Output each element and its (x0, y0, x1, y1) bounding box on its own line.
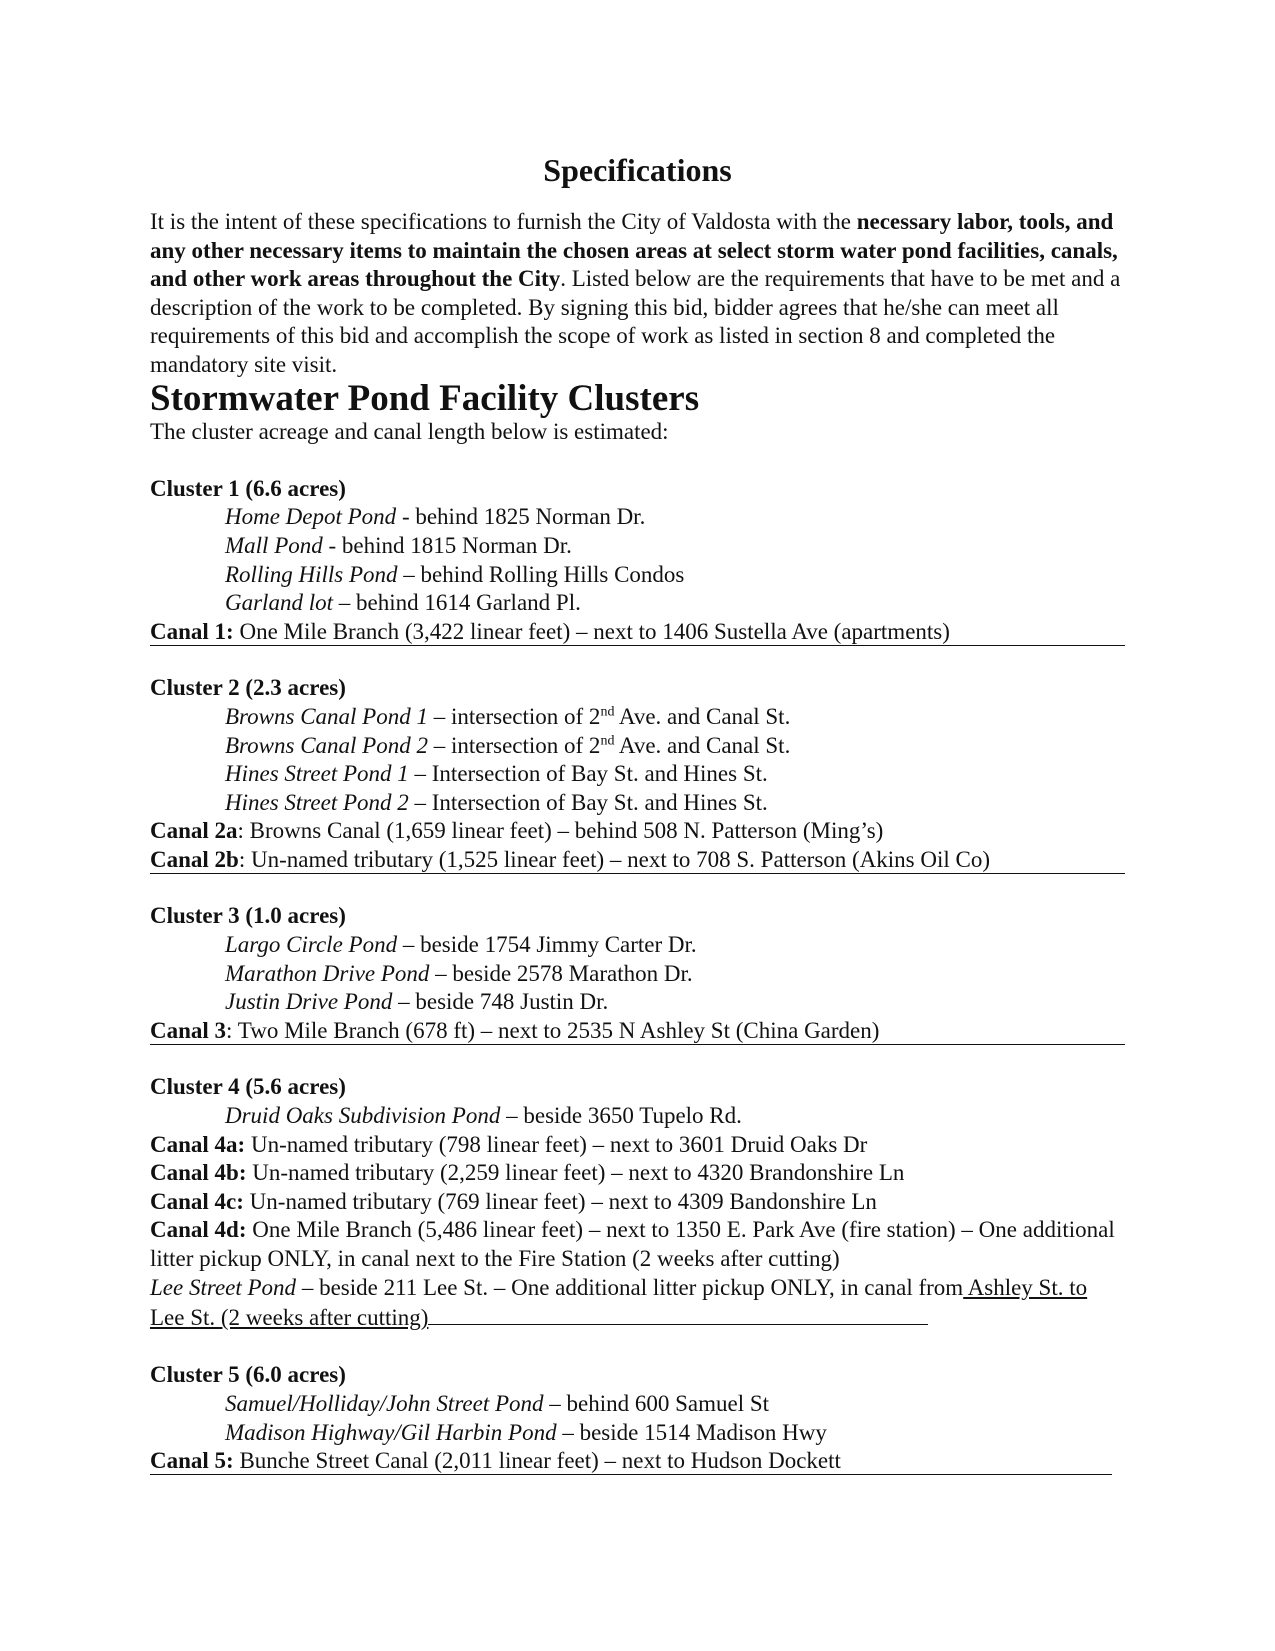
canal-desc: One Mile Branch (5,486 linear feet) – next to 1350 E. Park Ave (fire station) – One additional litter pickup ONLY, in canal next to the Fire Station (2 weeks after cutting) (150, 1217, 1115, 1271)
pond-name: Madison Highway/Gil Harbin Pond (225, 1419, 557, 1445)
pond-item (150, 532, 1125, 561)
pond-name: Browns Canal Pond 2 (225, 732, 428, 758)
document-page (150, 150, 1125, 1504)
canal-desc: Un-named tributary (2,259 linear feet) – next to 4320 Brandonshire Ln (246, 1160, 905, 1186)
canal-label: Canal 4a: (150, 1131, 246, 1157)
canal-desc: Un-named tributary (769 linear feet) – next to 4309 Bandonshire Ln (243, 1188, 877, 1214)
pond-desc: – beside 1514 Madison Hwy (556, 1419, 827, 1445)
pond-desc: – beside 3650 Tupelo Rd. (500, 1103, 742, 1129)
pond-name: Hines Street Pond 1 (225, 761, 409, 787)
canal-label: Canal 1: (150, 618, 234, 644)
pond-name: Justin Drive Pond (225, 989, 393, 1015)
canal-desc: One Mile Branch (3,422 linear feet) – next to 1406 Sustella Ave (apartments) (233, 618, 950, 644)
canal-line (150, 846, 1125, 874)
cluster-heading: Cluster 1 (6.6 acres) (150, 475, 346, 501)
pond-name: Samuel/Holliday/John Street Pond (225, 1390, 544, 1416)
pond-desc: – Intersection of Bay St. and Hines St. (408, 761, 768, 787)
cluster-3 (150, 902, 1125, 1044)
pond-name: Largo Circle Pond (225, 932, 398, 958)
canal-line (150, 1447, 1112, 1475)
pond-desc-underlined: Ashley St. to Lee St. (2 weeks after cutting) (150, 1274, 1088, 1331)
canal-label: Canal 3 (150, 1017, 227, 1043)
pond-name: Hines Street Pond 2 (225, 789, 409, 815)
cluster-heading: Cluster 3 (1.0 acres) (150, 903, 346, 929)
pond-name: Marathon Drive Pond (225, 960, 430, 986)
pond-item (150, 988, 1125, 1017)
ordinal-suffix: nd (600, 704, 615, 720)
pond-item (150, 589, 1125, 618)
cluster-1 (150, 475, 1125, 646)
intro-text-rest: . Listed below are the requirements that have to be met and a description of the work to be completed. By signing this bid, bidder agrees that he/she can meet all requirements of this bid and accomplish the scope of work as listed in section 8 and completed the mandatory site visit. (150, 266, 1121, 377)
pond-item (150, 1390, 1125, 1419)
cluster-heading: Cluster 4 (5.6 acres) (150, 1074, 346, 1100)
cluster-4 (150, 1073, 1125, 1332)
pond-desc: – beside 2578 Marathon Dr. (429, 960, 693, 986)
pond-desc: – Intersection of Bay St. and Hines St. (408, 789, 768, 815)
canal-line (150, 817, 1125, 846)
estimate-note: The cluster acreage and canal length below is estimated: (150, 418, 669, 444)
pond-desc: – behind 600 Samuel St (543, 1390, 770, 1416)
pond-desc: – intersection of 2 (427, 703, 601, 729)
ordinal-suffix: nd (600, 732, 615, 748)
pond-name: Mall Pond (225, 532, 323, 558)
section-heading: Stormwater Pond Facility Clusters (150, 377, 700, 419)
pond-name: Druid Oaks Subdivision Pond (225, 1103, 501, 1129)
pond-desc: - behind 1815 Norman Dr. (322, 532, 572, 558)
canal-line (150, 1131, 1125, 1160)
pond-item (150, 703, 1125, 732)
canal-line (150, 1159, 1125, 1188)
pond-name: Lee Street Pond (150, 1274, 297, 1300)
canal-desc: Un-named tributary (798 linear feet) – next to 3601 Druid Oaks Dr (245, 1131, 868, 1157)
canal-label: Canal 2b (150, 846, 239, 872)
pond-desc: - behind 1825 Norman Dr. (396, 504, 646, 530)
canal-label: Canal 4c: (150, 1188, 244, 1214)
pond-item (150, 789, 1125, 818)
pond-desc-end: Ave. and Canal St. (614, 732, 791, 758)
cluster-2 (150, 674, 1125, 874)
pond-item (150, 960, 1125, 989)
pond-desc-end: Ave. and Canal St. (614, 703, 791, 729)
canal-line (150, 618, 1125, 646)
pond-name: Home Depot Pond (225, 504, 397, 530)
pond-item (150, 561, 1125, 590)
page-title: Specifications (543, 152, 732, 188)
pond-item (150, 732, 1125, 761)
pond-item (150, 760, 1125, 789)
cluster-heading: Cluster 5 (6.0 acres) (150, 1362, 346, 1388)
underline-rule (428, 1302, 928, 1325)
canal-label: Canal 4b: (150, 1160, 247, 1186)
intro-text-start: It is the intent of these specifications to furnish the City of Valdosta with the (150, 209, 857, 234)
pond-name: Rolling Hills Pond (225, 561, 398, 587)
canal-desc: : Browns Canal (1,659 linear feet) – behind 508 N. Patterson (Ming’s) (237, 818, 884, 844)
pond-item (150, 1419, 1125, 1448)
canal-desc: : Un-named tributary (1,525 linear feet) – next to 708 S. Patterson (Akins Oil Co) (238, 846, 991, 872)
cluster-heading: Cluster 2 (2.3 acres) (150, 675, 346, 701)
pond-desc: – intersection of 2 (427, 732, 601, 758)
canal-desc: : Two Mile Branch (678 ft) – next to 2535 N Ashley St (China Garden) (226, 1017, 880, 1043)
pond-desc: – beside 748 Justin Dr. (392, 989, 609, 1015)
intro-paragraph (150, 208, 1125, 380)
pond-item (150, 503, 1125, 532)
canal-desc: Bunche Street Canal (2,011 linear feet) – next to Hudson Dockett (233, 1448, 841, 1474)
pond-name: Browns Canal Pond 1 (225, 703, 428, 729)
pond-desc: – behind Rolling Hills Condos (397, 561, 685, 587)
lee-street-pond-line (150, 1274, 1125, 1333)
pond-desc: – beside 211 Lee St. – One additional litter pickup ONLY, in canal from (296, 1274, 964, 1300)
canal-label: Canal 2a (150, 818, 238, 844)
cluster-5 (150, 1361, 1125, 1475)
intro-text-bold: necessary labor, tools, and any other necessary items to maintain the chosen areas at select storm water pond facilities, canals, and other work areas throughout the City (150, 209, 1118, 292)
canal-line (150, 1188, 1125, 1217)
pond-name: Garland lot (225, 590, 333, 616)
canal-line (150, 1216, 1125, 1273)
pond-desc: – behind 1614 Garland Pl. (332, 590, 581, 616)
pond-desc: – beside 1754 Jimmy Carter Dr. (397, 932, 697, 958)
canal-label: Canal 4d: (150, 1217, 247, 1243)
canal-line (150, 1017, 1125, 1045)
pond-item (150, 1102, 1125, 1131)
pond-item (150, 931, 1125, 960)
canal-label: Canal 5: (150, 1448, 234, 1474)
